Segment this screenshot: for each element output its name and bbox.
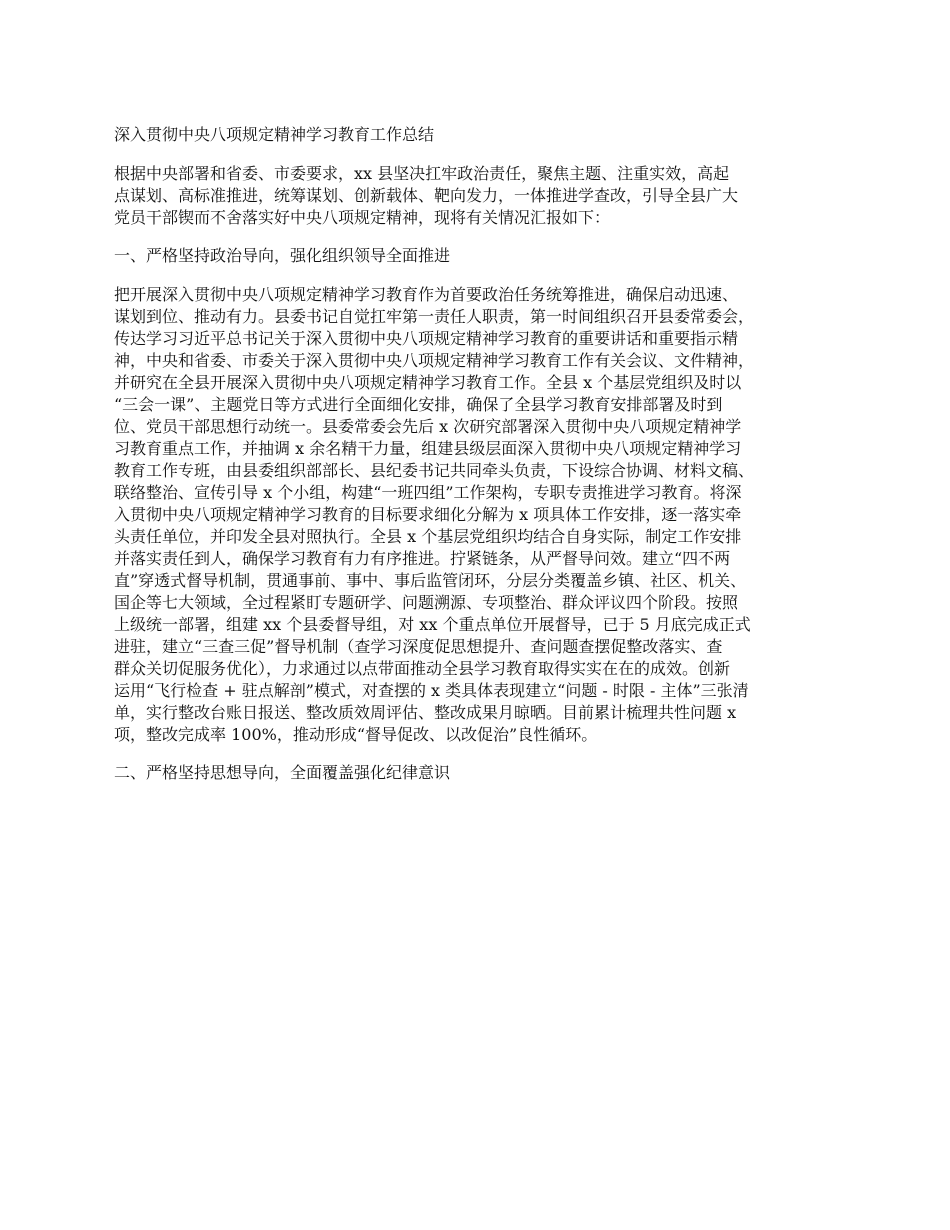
- section-1-line: 群众关切促服务优化），力求通过以点带面推动全县学习教育取得实实在在的成效。创新: [114, 659, 731, 678]
- section-1-line: 传达学习习近平总书记关于深入贯彻中央八项规定精神学习教育的重要讲话和重要指示精: [114, 329, 739, 348]
- section-1-line: 直”穿透式督导机制，贯通事前、事中、事后监管闭环，分层分类覆盖乡镇、社区、机关、: [114, 571, 747, 590]
- section-1-line: 进驻，建立“三查三促”督导机制（查学习深度促思想提升、查问题查摆促整改落实、查: [114, 637, 723, 656]
- section-1-line: 习教育重点工作，并抽调 x 余名精干力量，组建县级层面深入贯彻中央八项规定精神学习: [114, 439, 742, 458]
- section-1-line: 位、党员干部思想行动统一。县委常委会先后 x 次研究部署深入贯彻中央八项规定精神学: [114, 417, 742, 436]
- section-1-line: 国企等七大领域，全过程紧盯专题研学、问题溯源、专项整治、群众评议四个阶段。按照: [114, 593, 739, 612]
- section-1-line: 教育工作专班，由县委组织部部长、县纪委书记共同牵头负责，下设综合协调、材料文稿、: [114, 461, 755, 480]
- intro-line: 根据中央部署和省委、市委要求，xx 县坚决扛牢政治责任，聚焦主题、注重实效，高起: [114, 164, 730, 183]
- section-1-line: 上级统一部署，组建 xx 个县委督导组，对 xx 个重点单位开展督导，已于 5 月底完成正式: [114, 615, 751, 634]
- section-1-line: 单，实行整改台账日报送、整改质效周评估、整改成果月晾晒。目前累计梳理共性问题 x: [114, 703, 737, 722]
- section-1-line: “三会一课”、主题党日等方式进行全面细化安排，确保了全县学习教育安排部署及时到: [114, 395, 723, 414]
- section-1-paragraph: [114, 284, 858, 746]
- section-1-line: 项，整改完成率 100%，推动形成“督导促改、以改促治”良性循环。: [114, 725, 598, 744]
- section-1-line: 并落实责任到人，确保学习教育有力有序推进。拧紧链条，从严督导问效。建立“四不两: [114, 549, 731, 568]
- section-1-line: 头责任单位，并印发全县对照执行。全县 x 个基层党组织均结合自身实际，制定工作安排: [114, 527, 742, 546]
- section-1-line: 神，中央和省委、市委关于深入贯彻中央八项规定精神学习教育工作有关会议、文件精神，: [114, 351, 755, 370]
- section-1-line: 联络整治、宣传引导 x 个小组，构建“一班四组”工作架构，专职专责推进学习教育。将深: [114, 483, 742, 502]
- section-1-line: 并研究在全县开展深入贯彻中央八项规定精神学习教育工作。全县 x 个基层党组织及时以: [114, 373, 742, 392]
- section-1-line: 谋划到位、推动有力。县委书记自觉扛牢第一责任人职责，第一时间组织召开县委常委会，: [114, 307, 755, 326]
- intro-line: 点谋划、高标准推进，统筹谋划、创新载体、靶向发力，一体推进学查改，引导全县广大: [114, 186, 739, 205]
- intro-paragraph: [114, 163, 858, 229]
- document-page: [114, 124, 858, 784]
- section-1-line: 入贯彻中央八项规定精神学习教育的目标要求细化分解为 x 项具体工作安排，逐一落实牵: [114, 505, 742, 524]
- section-2-heading: 二、严格坚持思想导向，全面覆盖强化纪律意识: [114, 763, 451, 782]
- section-1-heading: 一、严格坚持政治导向，强化组织领导全面推进: [114, 246, 451, 265]
- section-1-line: 运用“飞行检查 + 驻点解剖”模式，对查摆的 x 类具体表现建立“问题 - 时限 - 主体”三张清: [114, 681, 749, 700]
- document-title: 深入贯彻中央八项规定精神学习教育工作总结: [114, 125, 435, 144]
- section-1-line: 把开展深入贯彻中央八项规定精神学习教育作为首要政治任务统筹推进，确保启动迅速、: [114, 285, 739, 304]
- intro-line: 党员干部锲而不舍落实好中央八项规定精神，现将有关情况汇报如下：: [114, 208, 611, 227]
